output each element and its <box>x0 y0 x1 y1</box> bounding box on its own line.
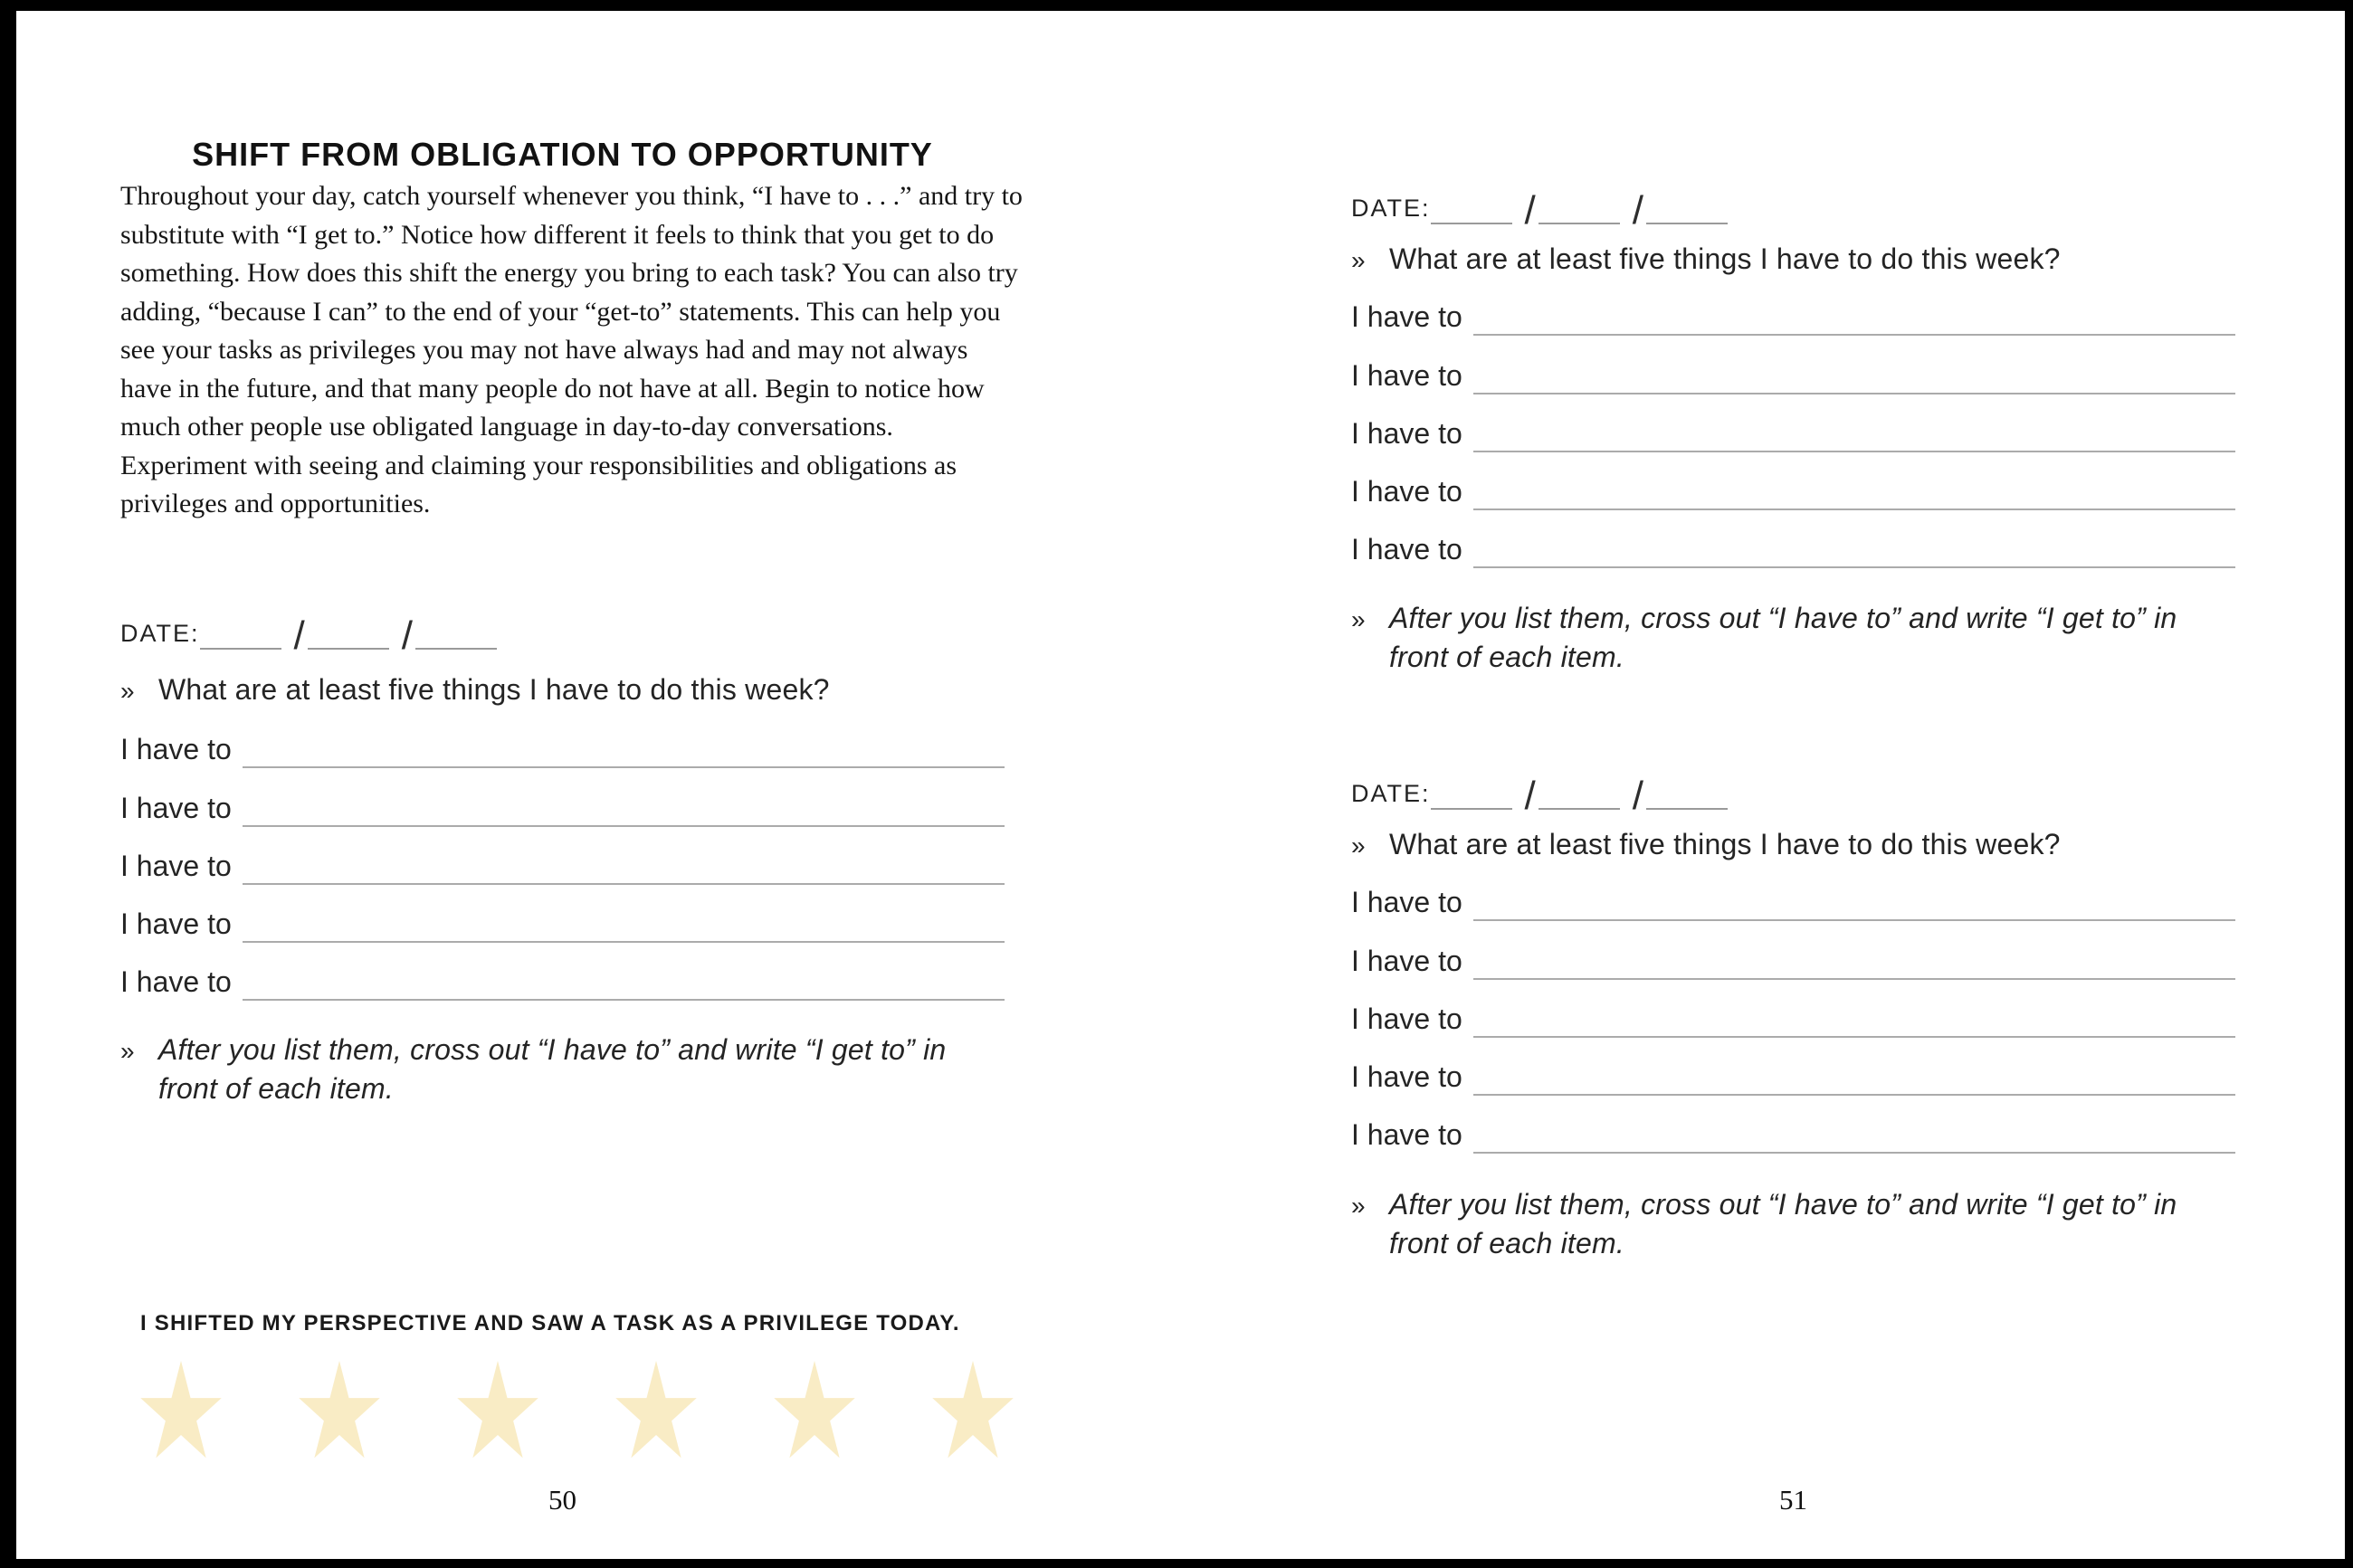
instruction-text: After you list them, cross out “I have to” and write “I get to” in front of each item. <box>1389 1188 2177 1259</box>
list-item <box>1351 1038 2235 1096</box>
line-label: I have to <box>1351 300 1462 334</box>
fill-in-lines <box>1351 278 2235 568</box>
write-in-blank[interactable] <box>1473 565 2235 568</box>
daily-checkin-statement: I SHIFTED MY PERSPECTIVE AND SAW A TASK AS A PRIVILEGE TODAY. <box>140 1311 960 1335</box>
write-in-blank[interactable] <box>1473 507 2235 510</box>
date-month-blank[interactable] <box>1431 221 1512 224</box>
line-label: I have to <box>1351 1002 1462 1035</box>
date-slash: / <box>1524 774 1536 818</box>
write-in-blank[interactable] <box>1473 1092 2235 1096</box>
intro-paragraph: Throughout your day, catch yourself whenever you think, “I have to . . .” and try to substitute with “I get to.” Notice how different it feels to think that you get to do something. How does this shift the energy you bring to each task? You can also try adding, “because I can” to the end of your “get-to” statements. This can help you see your tasks as privileges you may not have always had and may not always have in the future, and that many people do not have at all. Begin to notice how much other people use obligated language in day-to-day conversations. Experiment with seeing and claiming your responsibilities and obligations as privileges and opportunities. <box>120 181 1023 518</box>
question-text: What are at least five things I have to do this week? <box>158 673 830 706</box>
followup-instruction <box>1351 599 2235 677</box>
instruction-text: After you list them, cross out “I have to” and write “I get to” in front of each item. <box>1389 602 2177 673</box>
date-day-blank[interactable] <box>1538 221 1620 224</box>
write-in-blank[interactable] <box>243 881 1005 885</box>
fill-in-lines <box>1351 863 2235 1154</box>
line-label: I have to <box>1351 944 1462 977</box>
line-label: I have to <box>120 733 232 766</box>
write-in-blank[interactable] <box>1473 332 2235 336</box>
date-month-blank[interactable] <box>200 646 281 650</box>
page-title: SHIFT FROM OBLIGATION TO OPPORTUNITY <box>192 136 933 173</box>
write-in-blank[interactable] <box>1473 449 2235 452</box>
list-item <box>1351 278 2235 336</box>
chevron-bullet-icon: » <box>1351 246 1366 274</box>
date-slash: / <box>1632 188 1643 233</box>
followup-instruction <box>120 1031 1005 1108</box>
date-year-blank[interactable] <box>415 646 497 650</box>
list-item <box>120 827 1005 885</box>
book-spread <box>16 11 2345 1559</box>
write-in-blank[interactable] <box>243 997 1005 1001</box>
prompt-question <box>120 673 1005 707</box>
list-item <box>1351 394 2235 452</box>
date-slash: / <box>1524 188 1536 233</box>
date-month-blank[interactable] <box>1431 806 1512 810</box>
line-label: I have to <box>1351 1060 1462 1094</box>
instruction-text: After you list them, cross out “I have to” and write “I get to” in front of each item. <box>158 1033 947 1105</box>
write-in-blank[interactable] <box>243 765 1005 768</box>
date-label: DATE: <box>1351 195 1431 222</box>
star-icon[interactable] <box>930 1361 1015 1459</box>
list-item <box>1351 1096 2235 1154</box>
star-icon[interactable] <box>455 1361 540 1459</box>
star-icon[interactable] <box>297 1361 382 1459</box>
line-label: I have to <box>1351 886 1462 919</box>
chevron-bullet-icon: » <box>120 677 135 705</box>
line-label: I have to <box>1351 533 1462 566</box>
list-item <box>120 710 1005 768</box>
write-in-blank[interactable] <box>243 823 1005 827</box>
line-label: I have to <box>120 908 232 941</box>
line-label: I have to <box>120 965 232 999</box>
list-item <box>1351 510 2235 568</box>
list-item <box>1351 921 2235 979</box>
fill-in-lines <box>120 710 1005 1001</box>
followup-instruction <box>1351 1185 2235 1263</box>
date-slash: / <box>401 613 413 658</box>
write-in-blank[interactable] <box>243 939 1005 943</box>
date-day-blank[interactable] <box>308 646 389 650</box>
date-row <box>120 608 1005 658</box>
write-in-blank[interactable] <box>1473 1150 2235 1154</box>
question-text: What are at least five things I have to do this week? <box>1389 242 2061 275</box>
star-rating-row <box>138 1361 1023 1459</box>
line-label: I have to <box>1351 475 1462 508</box>
line-label: I have to <box>120 849 232 882</box>
left-page <box>120 11 1023 1559</box>
line-label: I have to <box>1351 1118 1462 1152</box>
date-slash: / <box>1632 774 1643 818</box>
date-year-blank[interactable] <box>1646 221 1728 224</box>
list-item <box>120 943 1005 1001</box>
list-item <box>1351 452 2235 510</box>
line-label: I have to <box>120 791 232 824</box>
date-row <box>1351 183 2235 233</box>
list-item <box>1351 336 2235 394</box>
date-slash: / <box>293 613 305 658</box>
star-icon[interactable] <box>772 1361 857 1459</box>
write-in-blank[interactable] <box>1473 976 2235 980</box>
date-year-blank[interactable] <box>1646 806 1728 810</box>
write-in-blank[interactable] <box>1473 1034 2235 1038</box>
star-icon[interactable] <box>138 1361 224 1459</box>
page-number-left: 50 <box>548 1484 576 1516</box>
line-label: I have to <box>1351 416 1462 450</box>
date-label: DATE: <box>120 620 200 647</box>
right-page <box>1351 11 2235 1559</box>
prompt-question <box>1351 242 2235 276</box>
prompt-question <box>1351 828 2235 861</box>
page-number-right: 51 <box>1779 1484 1807 1516</box>
date-label: DATE: <box>1351 780 1431 807</box>
list-item <box>120 885 1005 943</box>
list-item <box>1351 863 2235 921</box>
date-row <box>1351 768 2235 818</box>
write-in-blank[interactable] <box>1473 391 2235 394</box>
star-icon[interactable] <box>614 1361 699 1459</box>
chevron-bullet-icon: » <box>1351 832 1366 860</box>
list-item <box>1351 980 2235 1038</box>
list-item <box>120 768 1005 826</box>
chevron-bullet-icon: » <box>1351 605 1366 633</box>
chevron-bullet-icon: » <box>1351 1192 1366 1220</box>
question-text: What are at least five things I have to do this week? <box>1389 828 2061 860</box>
line-label: I have to <box>1351 358 1462 392</box>
write-in-blank[interactable] <box>1473 917 2235 921</box>
date-day-blank[interactable] <box>1538 806 1620 810</box>
chevron-bullet-icon: » <box>120 1037 135 1065</box>
